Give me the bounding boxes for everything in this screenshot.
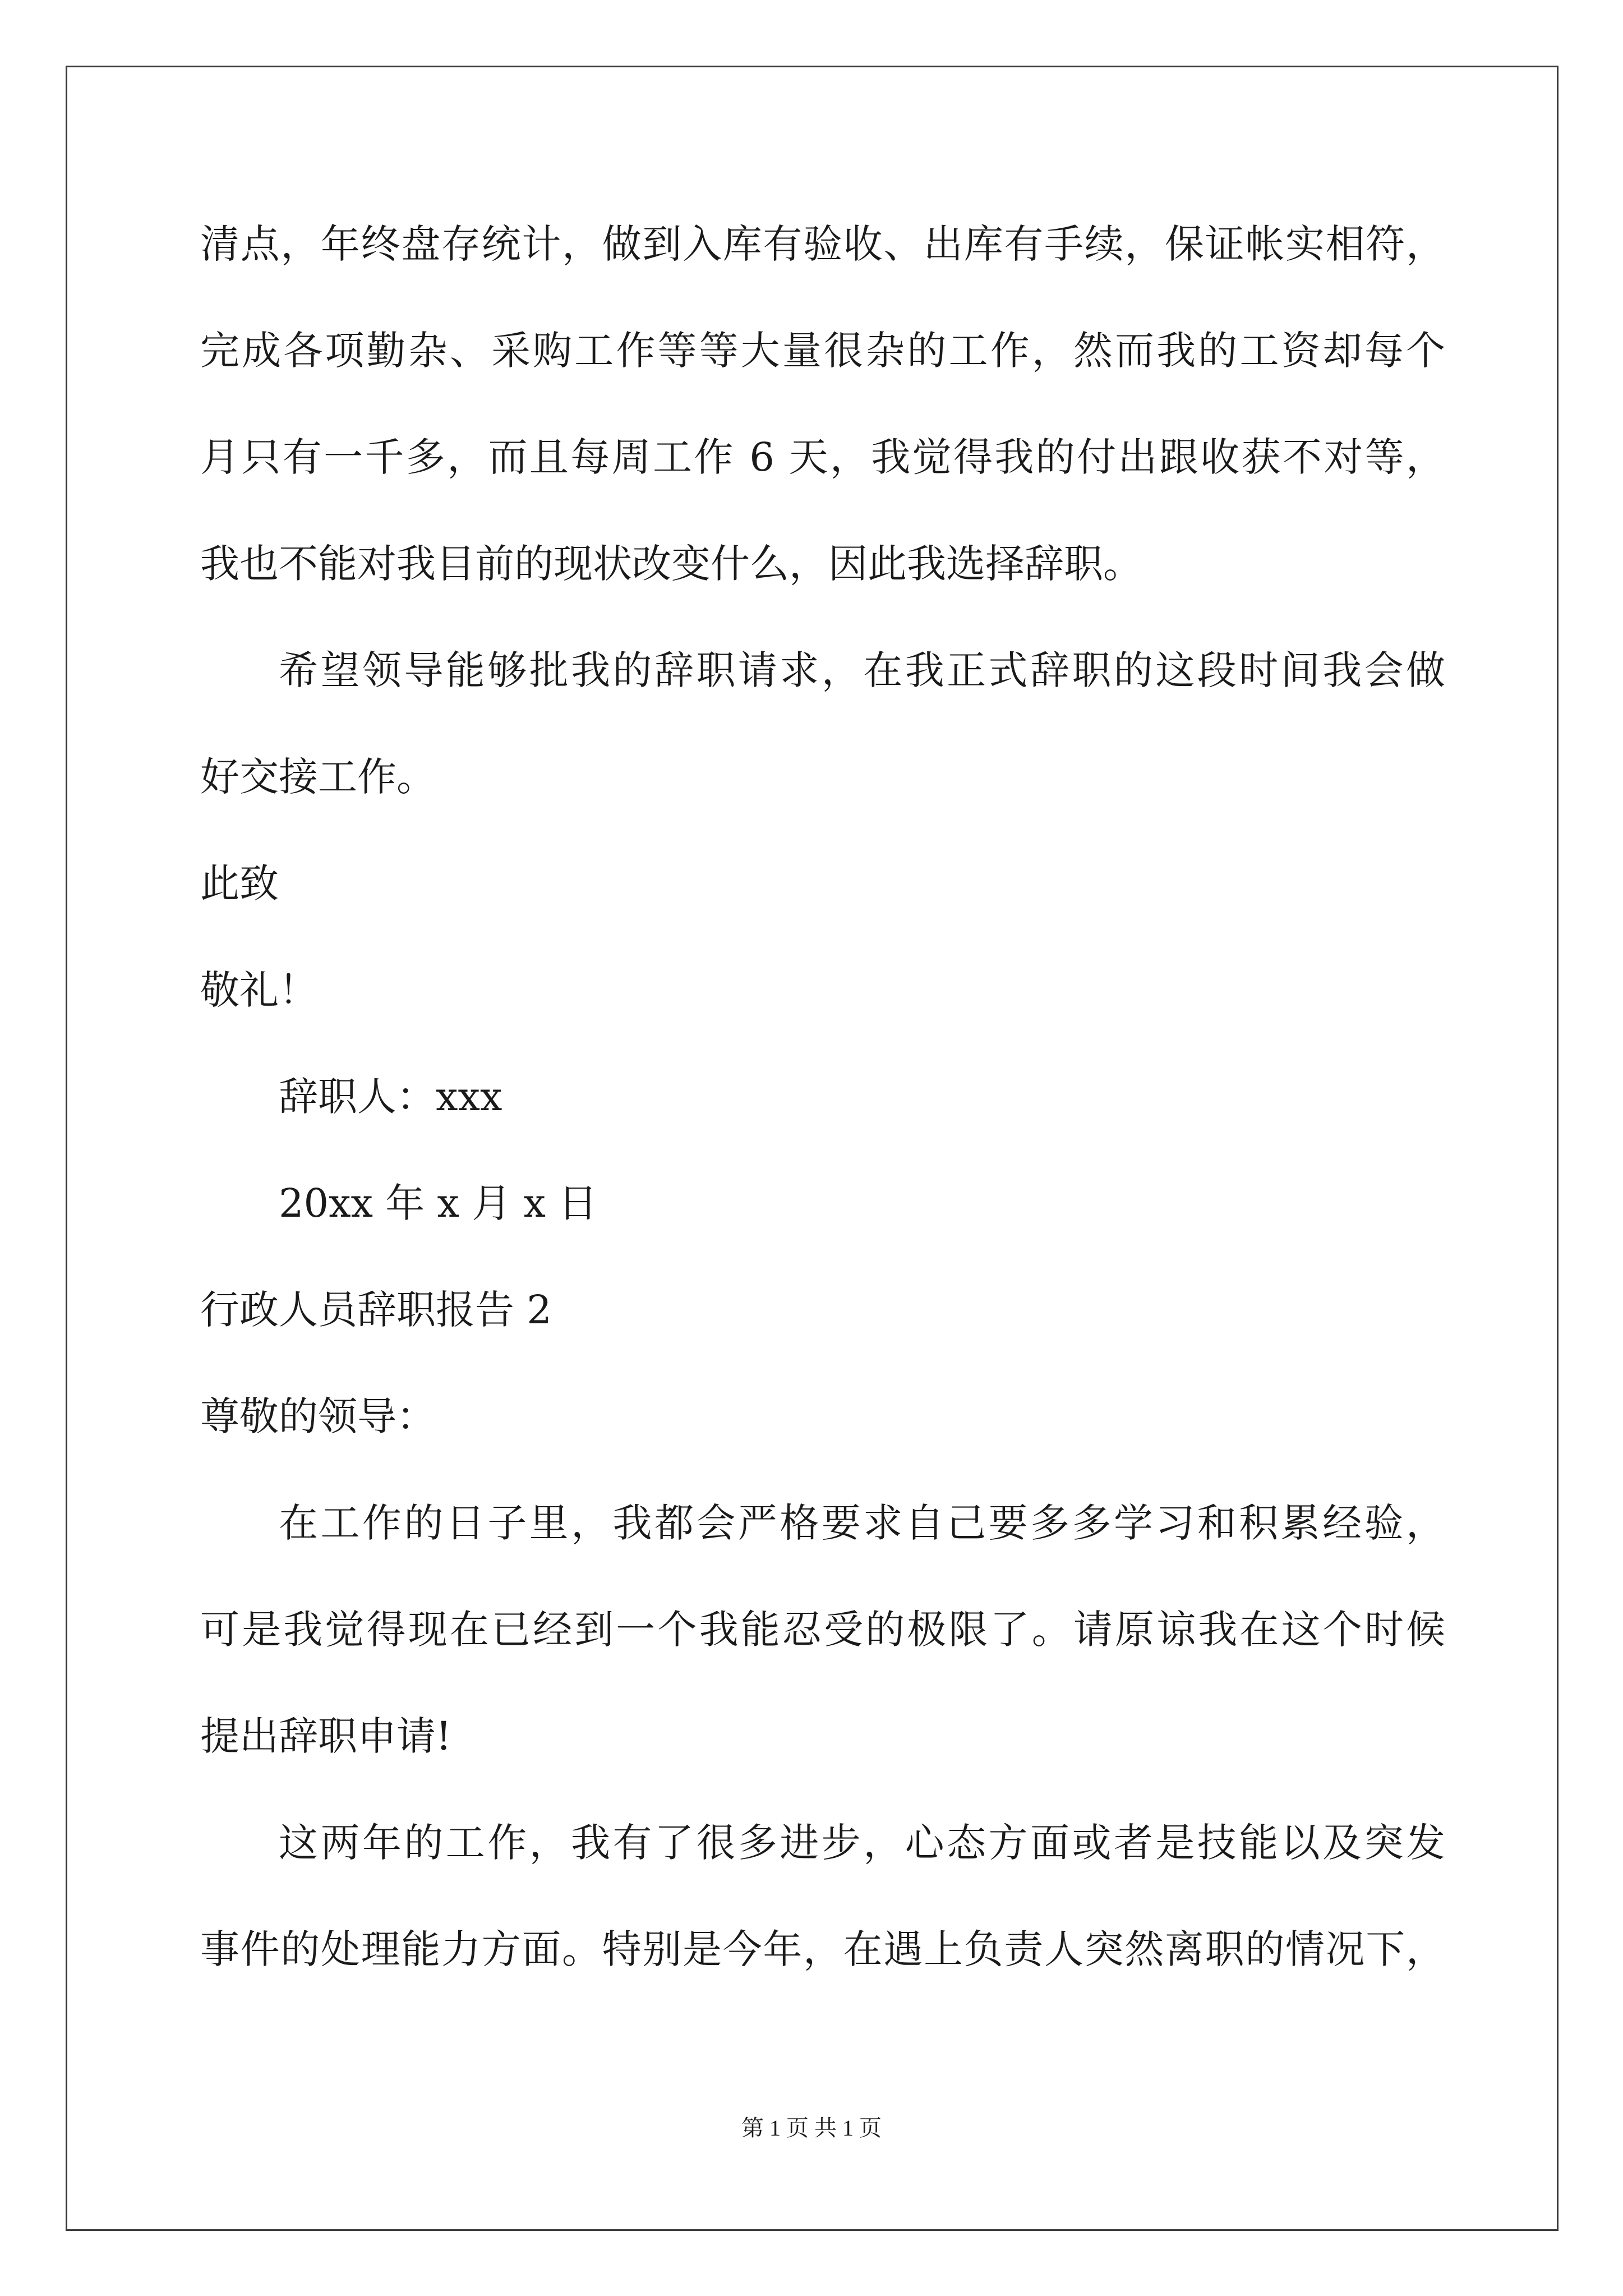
paragraph-line: 清点，年终盘存统计，做到入库有验收、出库有手续，保证帐实相符，: [200, 221, 1445, 267]
page-number-footer: 第 1 页 共 1 页: [741, 2115, 882, 2141]
paragraph-line: 希望领导能够批我的辞职请求，在我正式辞职的这段时间我会做: [279, 647, 1445, 693]
closing-salutation: 此致: [200, 861, 279, 907]
paragraph-line: 完成各项勤杂、采购工作等等大量很杂的工作，然而我的工资却每个: [200, 328, 1445, 374]
signature-name: 辞职人：xxx: [279, 1074, 502, 1120]
paragraph-line: 我也不能对我目前的现状改变什么，因此我选择辞职。: [200, 541, 1142, 587]
document-body: [200, 191, 1445, 2003]
paragraph-line: 事件的处理能力方面。特别是今年，在遇上负责人突然离职的情况下，: [200, 1926, 1445, 1972]
paragraph-line: 好交接工作。: [200, 754, 436, 800]
paragraph-line: 提出辞职申请!: [200, 1713, 452, 1759]
section-title: 行政人员辞职报告 2: [200, 1287, 552, 1333]
paragraph-line: 月只有一千多，而且每周工作 6 天，我觉得我的付出跟收获不对等，: [200, 434, 1445, 480]
paragraph-line: 这两年的工作，我有了很多进步，心态方面或者是技能以及突发: [279, 1820, 1445, 1866]
paragraph-line: 可是我觉得现在已经到一个我能忍受的极限了。请原谅我在这个时候: [200, 1607, 1445, 1653]
signature-date: 20xx 年 x 月 x 日: [279, 1180, 598, 1226]
closing-regards: 敬礼！: [200, 967, 318, 1013]
paragraph-line: 在工作的日子里，我都会严格要求自己要多多学习和积累经验，: [279, 1500, 1445, 1546]
letter-greeting: 尊敬的领导：: [200, 1393, 436, 1439]
